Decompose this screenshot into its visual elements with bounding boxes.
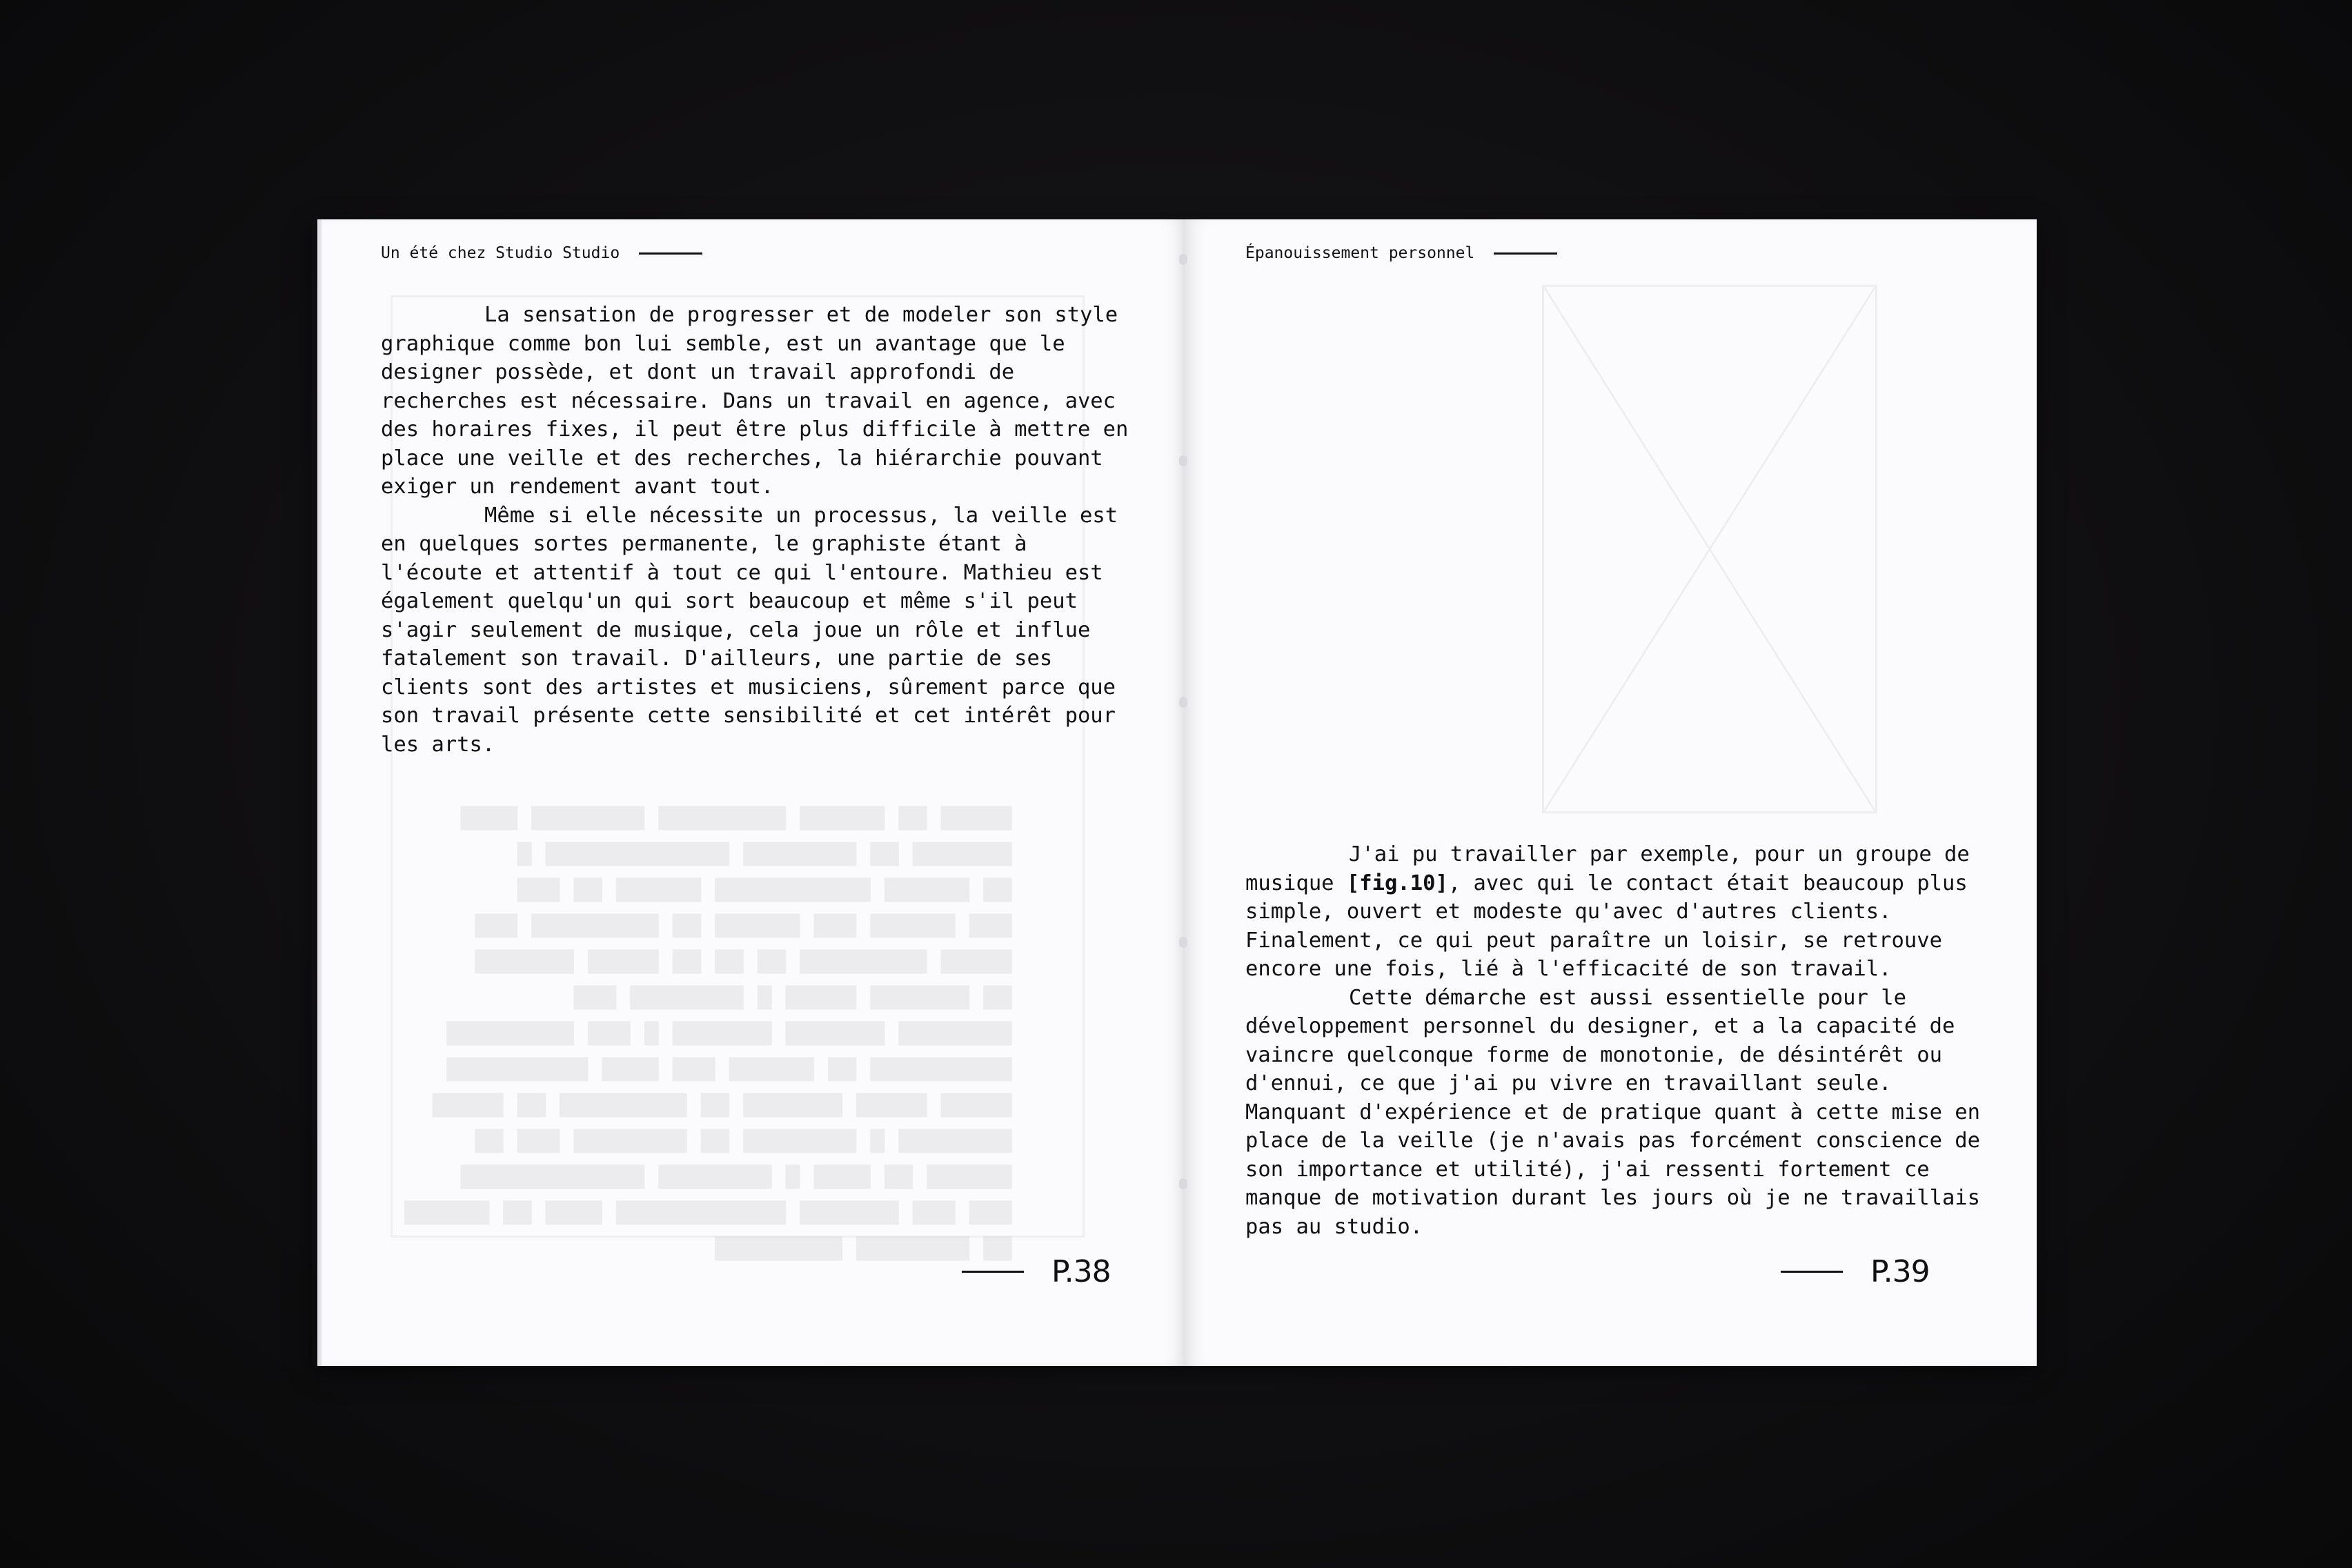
right-page bbox=[1183, 219, 2037, 1366]
paragraph: Même si elle nécessite un processus, la veille est en quelques sortes permanente, le graphiste étant à l'écoute et attentif à tout ce qui l'entoure. Mathieu est également quelqu'un qui sort beaucoup et même s'il peut s'agir seulement de musique, cela joue un rôle et influe fatalement son travail. D'ailleurs, une partie de ses clients sont des artistes et musiciens, sûrement parce que son travail présente cette sensibilité et cet intérêt pour les arts. bbox=[381, 503, 1118, 757]
page-number-label: P.39 bbox=[1870, 1254, 1930, 1289]
paragraph-text: J'ai pu travailler par exemple, pour un groupe de musique bbox=[1245, 842, 1970, 895]
binding-stitch bbox=[1179, 1178, 1187, 1189]
running-header bbox=[381, 244, 702, 262]
binding-stitch bbox=[1179, 455, 1187, 466]
folio-rule bbox=[1781, 1271, 1843, 1273]
page-number-label: P.38 bbox=[1051, 1254, 1111, 1289]
paragraph-text: , avec qui le contact était beaucoup plus simple, ouvert et modeste qu'avec d'autres clients. Finalement, ce qui peut paraître un loisir, se retrouve encore une fois, lié à l'efficacité de son travail. bbox=[1245, 871, 1968, 981]
paragraph bbox=[1245, 840, 1990, 984]
paragraph: Cette démarche est aussi essentielle pour le développement personnel du designer, et a la capacité de vaincre quelconque forme de monotonie, de désintérêt ou d'ennui, ce que j'ai pu vivre en travaillant seule. Manquant d'expérience et de pratique quant à cette mise en place de la veille (je n'avais pas forcément conscience de son importance et utilité), j'ai ressenti fortement ce manque de motivation durant les jours où je ne travaillais pas au studio. bbox=[1245, 985, 1981, 1239]
binding-stitch bbox=[1179, 254, 1187, 265]
right-body-text bbox=[1245, 840, 1990, 1241]
show-through-placeholder-cross bbox=[1544, 287, 1875, 811]
left-body-text bbox=[381, 301, 1133, 759]
binding-stitch bbox=[1179, 937, 1187, 948]
figure-reference: [fig.10] bbox=[1346, 871, 1448, 895]
open-booklet bbox=[312, 219, 2037, 1366]
left-page bbox=[317, 219, 1187, 1366]
binding-stitch bbox=[1179, 697, 1187, 708]
header-rule bbox=[1494, 252, 1557, 255]
show-through-image-frame bbox=[1542, 285, 1877, 813]
header-rule bbox=[639, 252, 702, 255]
header-title: Un été chez Studio Studio bbox=[381, 244, 620, 262]
folio-rule bbox=[962, 1271, 1024, 1273]
show-through-text: ▇▇▇▇▇ ▇▇ ▇▇▇▇▇▇ ▇▇▇▇▇▇▇▇▇ ▇▇▇▇▇▇▇▇ ▇▇▇▇ ▇▇▇▇▇▇▇ ▇▇ ▇▇▇▇▇▇▇▇ ▇▇▇▇▇▇▇▇▇▇▇▇▇ ▇ ▇▇ ▇▇▇▇▇▇ ▇▇▇▇▇▇▇▇▇▇▇ ▇▇▇▇▇▇ ▇▇ ▇▇▇ ▇▇▇ ▇▇▇▇▇▇ ▇▇▇ ▇▇▇▇▇▇ ▇▇ ▇▇▇▇▇▇▇▇▇ ▇▇▇ ▇▇▇▇▇ ▇▇▇▇▇▇▇▇▇ ▇▇ ▇▇ ▇▇ ▇▇▇▇▇ ▇▇▇▇▇▇▇ ▇▇ ▇▇▇▇▇▇▇ ▇▇▇▇▇ ▇ ▇▇▇▇▇▇▇▇ ▇▇▇ ▇▇▇▇▇▇▇▇ ▇▇▇▇▇▇▇ ▇▇▇▇▇▇▇ ▇ ▇▇▇ ▇▇▇▇▇▇▇▇▇ ▇▇▇▇▇▇▇▇▇▇ ▇▇ ▇▇▇▇▇▇ ▇▇▇ ▇▇▇▇ ▇▇▇▇▇▇▇▇▇▇ ▇▇▇▇▇ ▇▇▇▇▇ ▇▇▇▇▇▇▇ ▇▇ ▇▇▇▇▇▇▇▇▇ ▇▇ ▇▇▇▇▇ ▇▇▇▇▇▇▇▇ ▇ ▇▇▇▇▇▇▇▇ ▇▇ ▇▇▇▇▇▇▇▇ ▇▇▇ ▇▇ ▇▇▇▇▇▇ ▇▇ ▇▇▇▇ ▇ ▇▇▇▇▇▇▇▇ ▇▇▇▇▇▇▇▇▇▇▇▇▇ ▇▇▇ ▇▇▇ ▇▇▇▇▇▇▇ ▇▇▇▇▇▇▇▇▇▇▇▇ ▇▇▇▇ ▇▇ ▇▇▇▇▇▇ ▇▇ ▇▇▇▇▇▇▇▇ ▇▇▇▇▇▇▇▇▇ bbox=[404, 803, 1012, 1261]
page-number bbox=[962, 1254, 1111, 1289]
page-number bbox=[1781, 1254, 1930, 1289]
header-title: Épanouissement personnel bbox=[1245, 244, 1475, 262]
paragraph: La sensation de progresser et de modeler son style graphique comme bon lui semble, est un avantage que le designer possède, et dont un travail approfondi de recherches est nécessaire. Dans un travail en agence, avec des horaires fixes, il peut être plus difficile à mettre en place une veille et des recherches, la hiérarchie pouvant exiger un rendement avant tout. bbox=[381, 303, 1129, 499]
running-header bbox=[1245, 244, 1557, 262]
